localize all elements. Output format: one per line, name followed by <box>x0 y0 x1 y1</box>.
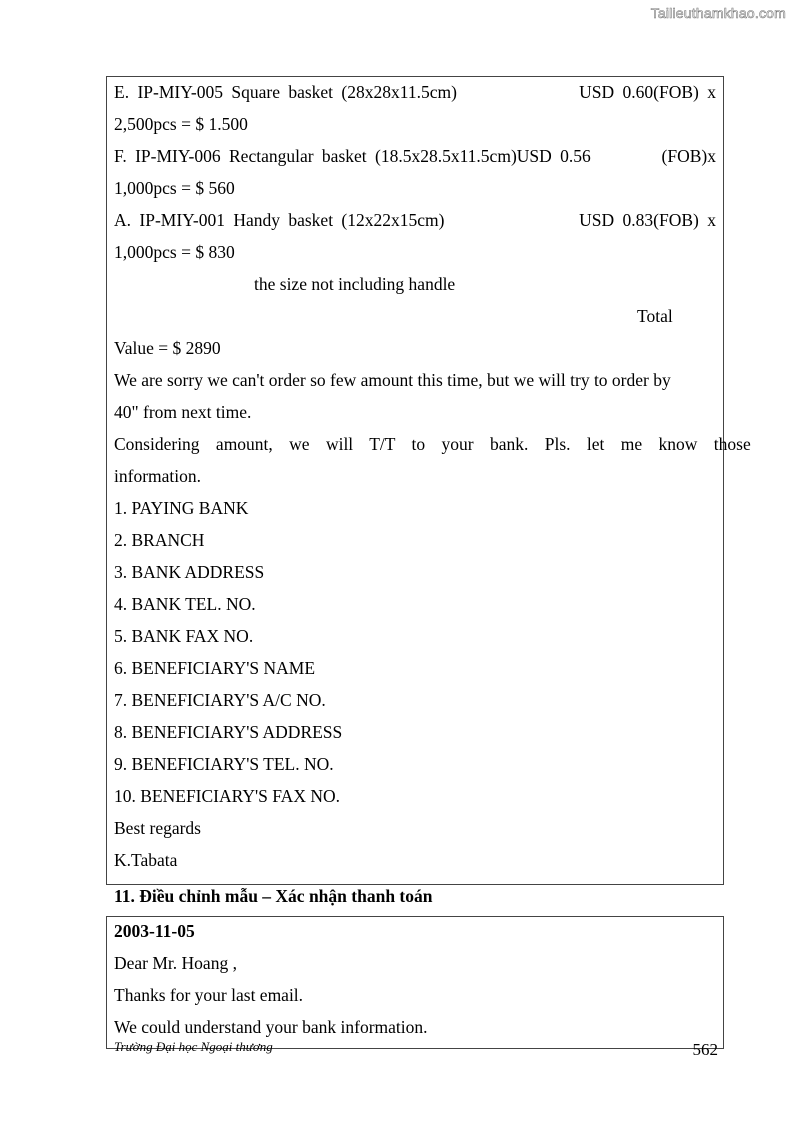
letter-2-line-1: Thanks for your last email. <box>114 985 304 1005</box>
total-value: Value = $ 2890 <box>114 338 221 358</box>
item-e-price: USD 0.60(FOB) x <box>579 82 716 102</box>
bank-item-7: 7. BENEFICIARY'S A/C NO. <box>114 690 326 710</box>
letter-2-box <box>106 916 724 1049</box>
item-f-line <box>114 146 716 166</box>
item-f-description: F. IP-MIY-006 Rectangular basket (18.5x28.5x11.5cm)USD 0.56 <box>114 146 591 166</box>
bank-item-10: 10. BENEFICIARY'S FAX NO. <box>114 786 340 806</box>
letter-box <box>106 76 751 885</box>
bank-item-2: 2. BRANCH <box>114 530 205 550</box>
footer-school: Trường Đại học Ngoại thương <box>114 1039 273 1054</box>
item-f-amount: 1,000pcs = $ 560 <box>114 178 235 198</box>
item-e-amount: 2,500pcs = $ 1.500 <box>114 114 248 134</box>
bank-item-4: 4. BANK TEL. NO. <box>114 594 256 614</box>
paragraph-1-text: We are sorry we can't order so few amount this time, but we will try to order by <box>114 370 671 390</box>
bank-item-9: 9. BENEFICIARY'S TEL. NO. <box>114 754 334 774</box>
bank-item-1: 1. PAYING BANK <box>114 498 249 518</box>
paragraph-2-line-2: information. <box>114 466 201 486</box>
letter-2-date: 2003-11-05 <box>114 921 195 941</box>
total-label: Total <box>637 306 673 326</box>
page-number: 562 <box>692 1040 718 1059</box>
bank-item-6: 6. BENEFICIARY'S NAME <box>114 658 316 678</box>
item-a-description: A. IP-MIY-001 Handy basket (12x22x15cm) <box>114 210 445 230</box>
item-e-description: E. IP-MIY-005 Square basket (28x28x11.5cm) <box>114 82 457 102</box>
letter-2-greeting: Dear Mr. Hoang , <box>114 953 237 973</box>
bank-item-8: 8. BENEFICIARY'S ADDRESS <box>114 722 343 742</box>
closing: Best regards <box>114 818 201 838</box>
item-a-price: USD 0.83(FOB) x <box>579 210 716 230</box>
size-note: the size not including handle <box>254 274 456 294</box>
item-f-price: (FOB)x <box>661 146 716 166</box>
item-a-amount: 1,000pcs = $ 830 <box>114 242 235 262</box>
paragraph-1-line-1 <box>114 370 716 390</box>
item-e-line <box>114 82 716 102</box>
site-watermark: Tailieuthamkhao.com <box>650 5 786 21</box>
bank-item-5: 5. BANK FAX NO. <box>114 626 254 646</box>
item-a-line <box>114 210 716 230</box>
bank-item-3: 3. BANK ADDRESS <box>114 562 265 582</box>
paragraph-2-line-1: Considering amount, we will T/T to your bank. Pls. let me know those <box>114 434 751 454</box>
paragraph-1-line-2: 40" from next time. <box>114 402 252 422</box>
letter-2-line-2: We could understand your bank information. <box>114 1017 428 1037</box>
signature: K.Tabata <box>114 850 178 870</box>
section-heading: 11. Điều chỉnh mẫu – Xác nhận thanh toán <box>114 886 433 906</box>
